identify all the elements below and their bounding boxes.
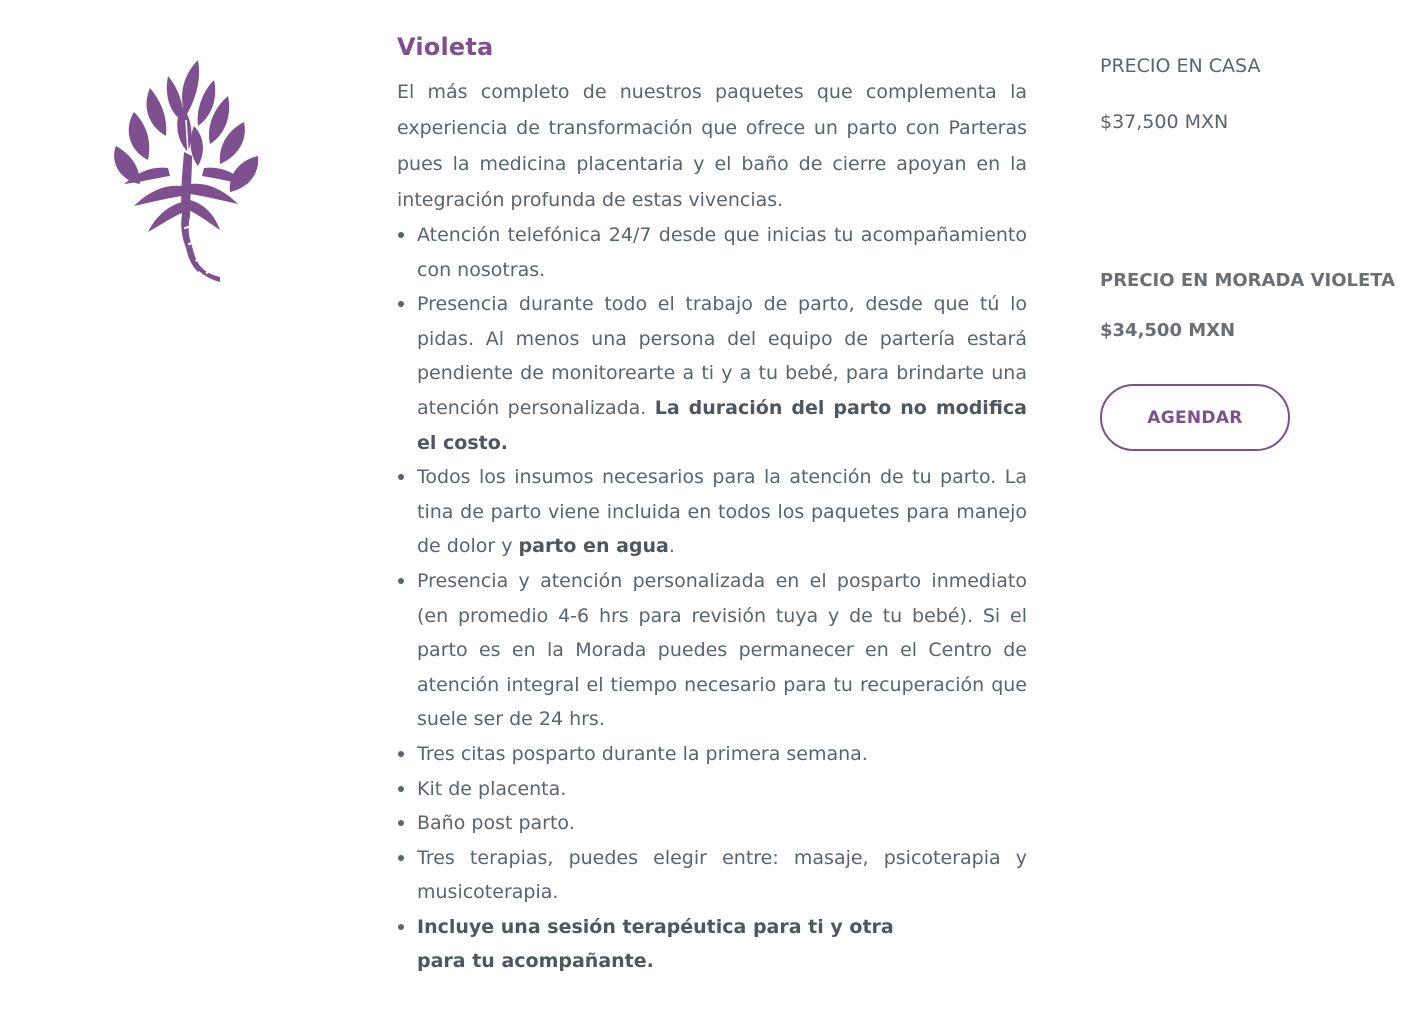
agendar-button[interactable]: AGENDAR <box>1100 384 1290 451</box>
morada-price: $34,500 MXN <box>1100 320 1236 341</box>
list-item: Presencia y atención personalizada en el posparto inmediato (en promedio 4-6 hrs para revisión tuya y de tu bebé). Si el parto es en la Morada puedes permanecer en el Centro de atención integral el tiempo necesario para tu recuperación que suele ser de 24 hrs. <box>417 564 1027 737</box>
feature-list <box>397 218 1027 979</box>
list-item: Baño post parto. <box>417 806 1027 841</box>
list-item: Presencia durante todo el trabajo de parto, desde que tú lo pidas. Al menos una persona del equipo de partería estará pendiente de monitorearte a ti y a tu bebé, para brindarte una atención personalizada. La duración del parto no modifica el costo. <box>417 287 1027 460</box>
list-item: Tres terapias, puedes elegir entre: masaje, psicoterapia y musicoterapia. <box>417 841 1027 910</box>
list-item: Kit de placenta. <box>417 772 1027 807</box>
home-price-label: PRECIO EN CASA <box>1100 55 1261 77</box>
home-price: $37,500 MXN <box>1100 111 1229 133</box>
package-details <box>397 30 1027 979</box>
list-item: Todos los insumos necesarios para la atención de tu parto. La tina de parto viene incluida en todos los paquetes para manejo de dolor y parto en agua. <box>417 460 1027 564</box>
list-item: Tres citas posparto durante la primera semana. <box>417 737 1027 772</box>
list-item: Incluye una sesión terapéutica para ti y otra para tu acompañante. <box>417 910 1027 979</box>
list-item: Atención telefónica 24/7 desde que inicias tu acompañamiento con nosotras. <box>417 218 1027 287</box>
placenta-tree-icon <box>98 56 268 286</box>
package-title: Violeta <box>397 33 494 61</box>
package-intro: El más completo de nuestros paquetes que complementa la experiencia de transformación que ofrece un parto con Parteras pues la medicina placentaria y el baño de cierre apoyan en la integración profunda de estas vivencias. <box>397 81 1027 211</box>
morada-price-label: PRECIO EN MORADA VIOLETA <box>1100 270 1396 291</box>
